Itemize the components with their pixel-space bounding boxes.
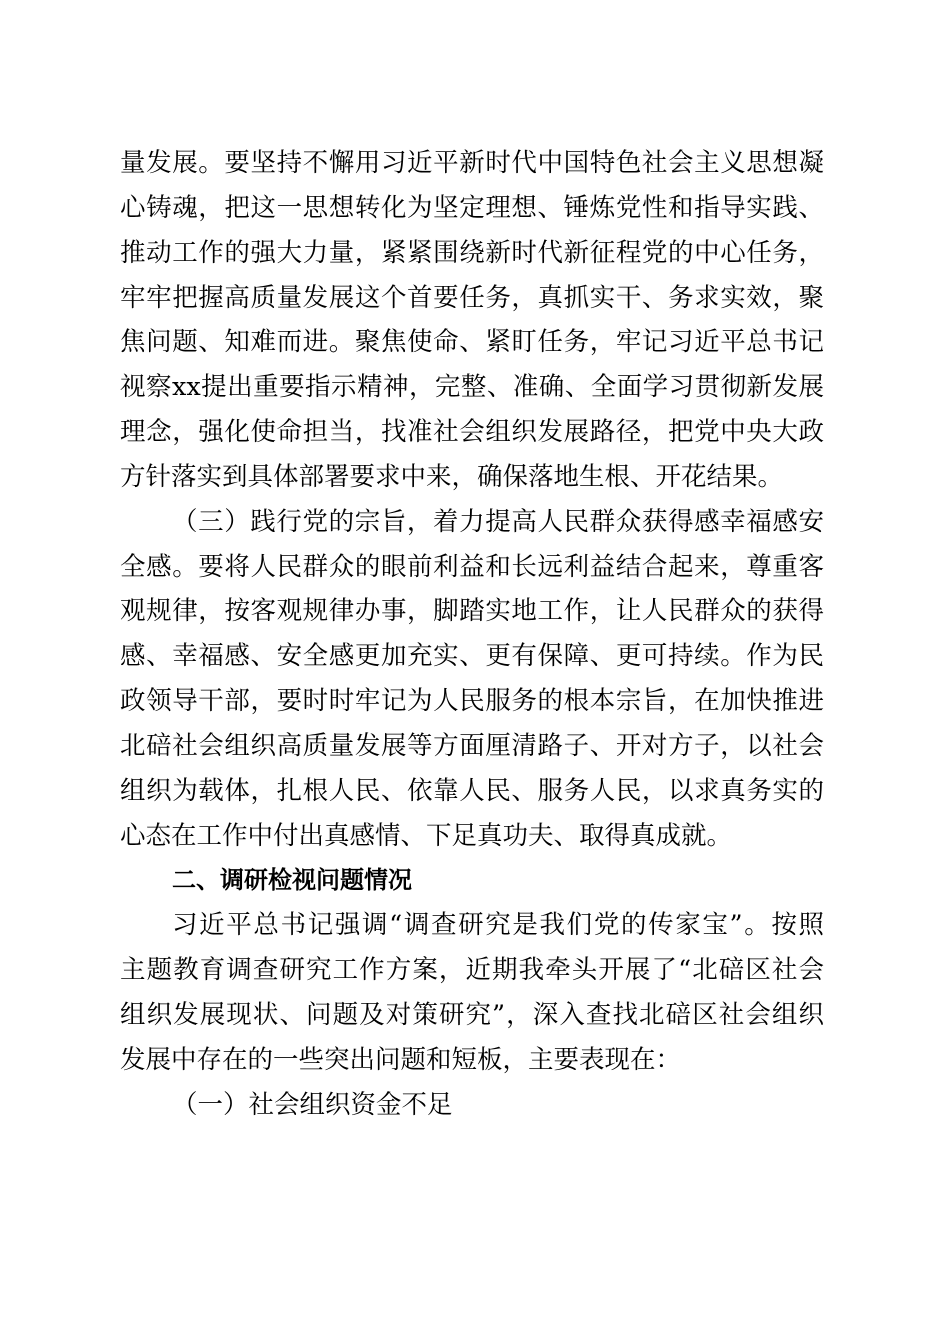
- body-text-line: 发展中存在的一些突出问题和短板，主要表现在：: [120, 1045, 682, 1075]
- body-text-line: 焦问题、知难而进。聚焦使命、紧盯任务，牢记习近平总书记: [120, 327, 824, 357]
- body-text-line: 量发展。要坚持不懈用习近平新时代中国特色社会主义思想凝: [120, 148, 824, 178]
- body-text-line: 方针落实到具体部署要求中来，确保落地生根、开花结果。: [120, 462, 784, 492]
- body-text-line: 感、幸福感、安全感更加充实、更有保障、更可持续。作为民: [120, 641, 824, 671]
- subsection-heading: （一）社会组织资金不足: [172, 1090, 453, 1120]
- body-text-line: 组织为载体，扎根人民、依靠人民、服务人民，以求真务实的: [120, 776, 824, 806]
- body-text-line: 政领导干部，要时时牢记为人民服务的根本宗旨，在加快推进: [120, 686, 824, 716]
- body-text-line: 组织发展现状、问题及对策研究”，深入查找北碚区社会组织: [120, 1000, 824, 1030]
- body-text-line: 牢牢把握高质量发展这个首要任务，真抓实干、务求实效，聚: [120, 283, 824, 313]
- section-heading: 二、调研检视问题情况: [172, 866, 412, 894]
- body-text-line: 观规律，按客观规律办事，脚踏实地工作，让人民群众的获得: [120, 596, 824, 626]
- section-three-first-line: （三）践行党的宗旨，着力提高人民群众获得感幸福感安: [172, 507, 824, 537]
- body-text-line: 主题教育调查研究工作方案，近期我牵头开展了“北碚区社会: [120, 955, 824, 985]
- body-text-line: 心态在工作中付出真感情、下足真功夫、取得真成就。: [120, 821, 733, 851]
- body-text-line: 全感。要将人民群众的眼前利益和长远利益结合起来，尊重客: [120, 552, 824, 582]
- body-text-line: 推动工作的强大力量，紧紧围绕新时代新征程党的中心任务，: [120, 238, 824, 268]
- body-text-line: 北碚社会组织高质量发展等方面厘清路子、开对方子，以社会: [120, 731, 824, 761]
- body-text-line: 理念，强化使命担当，找准社会组织发展路径，把党中央大政: [120, 417, 824, 447]
- body-text-line: 心铸魂，把这一思想转化为坚定理想、锤炼党性和指导实践、: [120, 193, 824, 223]
- body-text-line: 视察xx提出重要指示精神，完整、准确、全面学习贯彻新发展: [120, 372, 824, 402]
- paragraph-first-line: 习近平总书记强调“调查研究是我们党的传家宝”。按照: [172, 910, 824, 940]
